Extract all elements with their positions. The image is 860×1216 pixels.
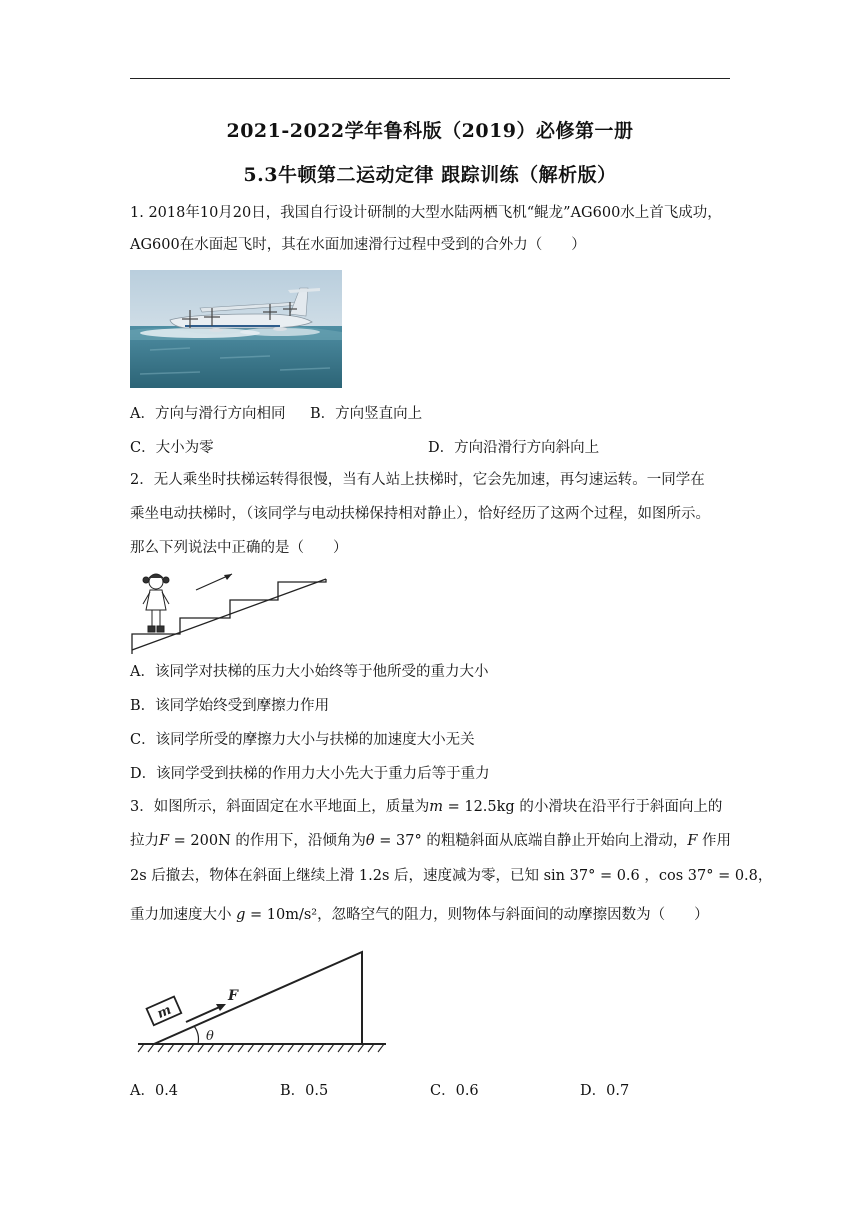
var-m: m bbox=[429, 799, 443, 815]
var-g: g bbox=[236, 907, 246, 923]
q3-option-d: D．0.7 bbox=[580, 1083, 630, 1099]
q1-option-a: A．方向与滑行方向相同 bbox=[130, 406, 286, 422]
q3-stem-line-1: 3．如图所示，斜面固定在水平地面上，质量为m = 12.5kg 的小滑块在沿平行于斜面向上的 bbox=[130, 799, 723, 815]
block-mass-label: m bbox=[155, 1002, 174, 1022]
title-line-1: 2021-2022学年鲁科版（2019）必修第一册 bbox=[226, 120, 634, 142]
angle-label: θ bbox=[206, 1029, 214, 1044]
q3-stem-line-2: 拉力F = 200N 的作用下，沿倾角为θ = 37° 的粗糙斜面从底端自静止开始向上滑动，F 作用 bbox=[130, 833, 731, 849]
q1-option-b: B．方向竖直向上 bbox=[310, 406, 423, 422]
q2-stem-line-2: 乘坐电动扶梯时，（该同学与电动扶梯保持相对静止），恰好经历了这两个过程，如图所示。 bbox=[130, 506, 710, 522]
title-line-2: 5.3牛顿第二运动定律 跟踪训练（解析版） bbox=[243, 164, 617, 186]
q2-option-a: A．该同学对扶梯的压力大小始终等于他所受的重力大小 bbox=[130, 664, 489, 680]
q3-stem-line-3: 2s 后撤去，物体在斜面上继续上滑 1.2s 后，速度减为零，已知 sin 37° = 0.6 ，cos 37° = 0.8， bbox=[130, 868, 773, 884]
q2-option-b: B．该同学始终受到摩擦力作用 bbox=[130, 698, 330, 714]
q2-stem-line-3: 那么下列说法中正确的是（ ） bbox=[130, 540, 348, 556]
q2-option-c: C．该同学所受的摩擦力大小与扶梯的加速度大小无关 bbox=[130, 732, 475, 748]
var-theta: θ bbox=[365, 833, 375, 849]
q3-option-a: A．0.4 bbox=[130, 1083, 179, 1099]
q1-stem-line-2: AG600在水面起飞时，其在水面加速滑行过程中受到的合外力（ ） bbox=[130, 237, 586, 253]
q3-option-c: C．0.6 bbox=[430, 1083, 479, 1099]
header-rule bbox=[130, 78, 730, 79]
q1-stem-line-1: 1. 2018年10月20日，我国自行设计研制的大型水陆两栖飞机“鲲龙”AG600水上首飞成功， bbox=[130, 205, 722, 221]
q3-option-b: B．0.5 bbox=[280, 1083, 329, 1099]
q2-option-d: D．该同学受到扶梯的作用力大小先大于重力后等于重力 bbox=[130, 766, 490, 782]
seaplane-photo bbox=[130, 270, 342, 388]
escalator-figure bbox=[128, 566, 338, 660]
force-label: F bbox=[228, 988, 238, 1004]
q3-stem-line-4: 重力加速度大小 g = 10m/s²，忽略空气的阻力，则物体与斜面间的动摩擦因数为（ ） bbox=[130, 907, 709, 923]
var-F-2: F bbox=[687, 833, 698, 849]
q2-stem-line-1: 2．无人乘坐时扶梯运转得很慢，当有人站上扶梯时，它会先加速，再匀速运转。一同学在 bbox=[130, 472, 705, 488]
q1-option-c: C．大小为零 bbox=[130, 440, 214, 456]
var-F: F bbox=[159, 833, 170, 849]
q1-option-d: D．方向沿滑行方向斜向上 bbox=[428, 440, 600, 456]
incline-figure bbox=[134, 948, 394, 1072]
